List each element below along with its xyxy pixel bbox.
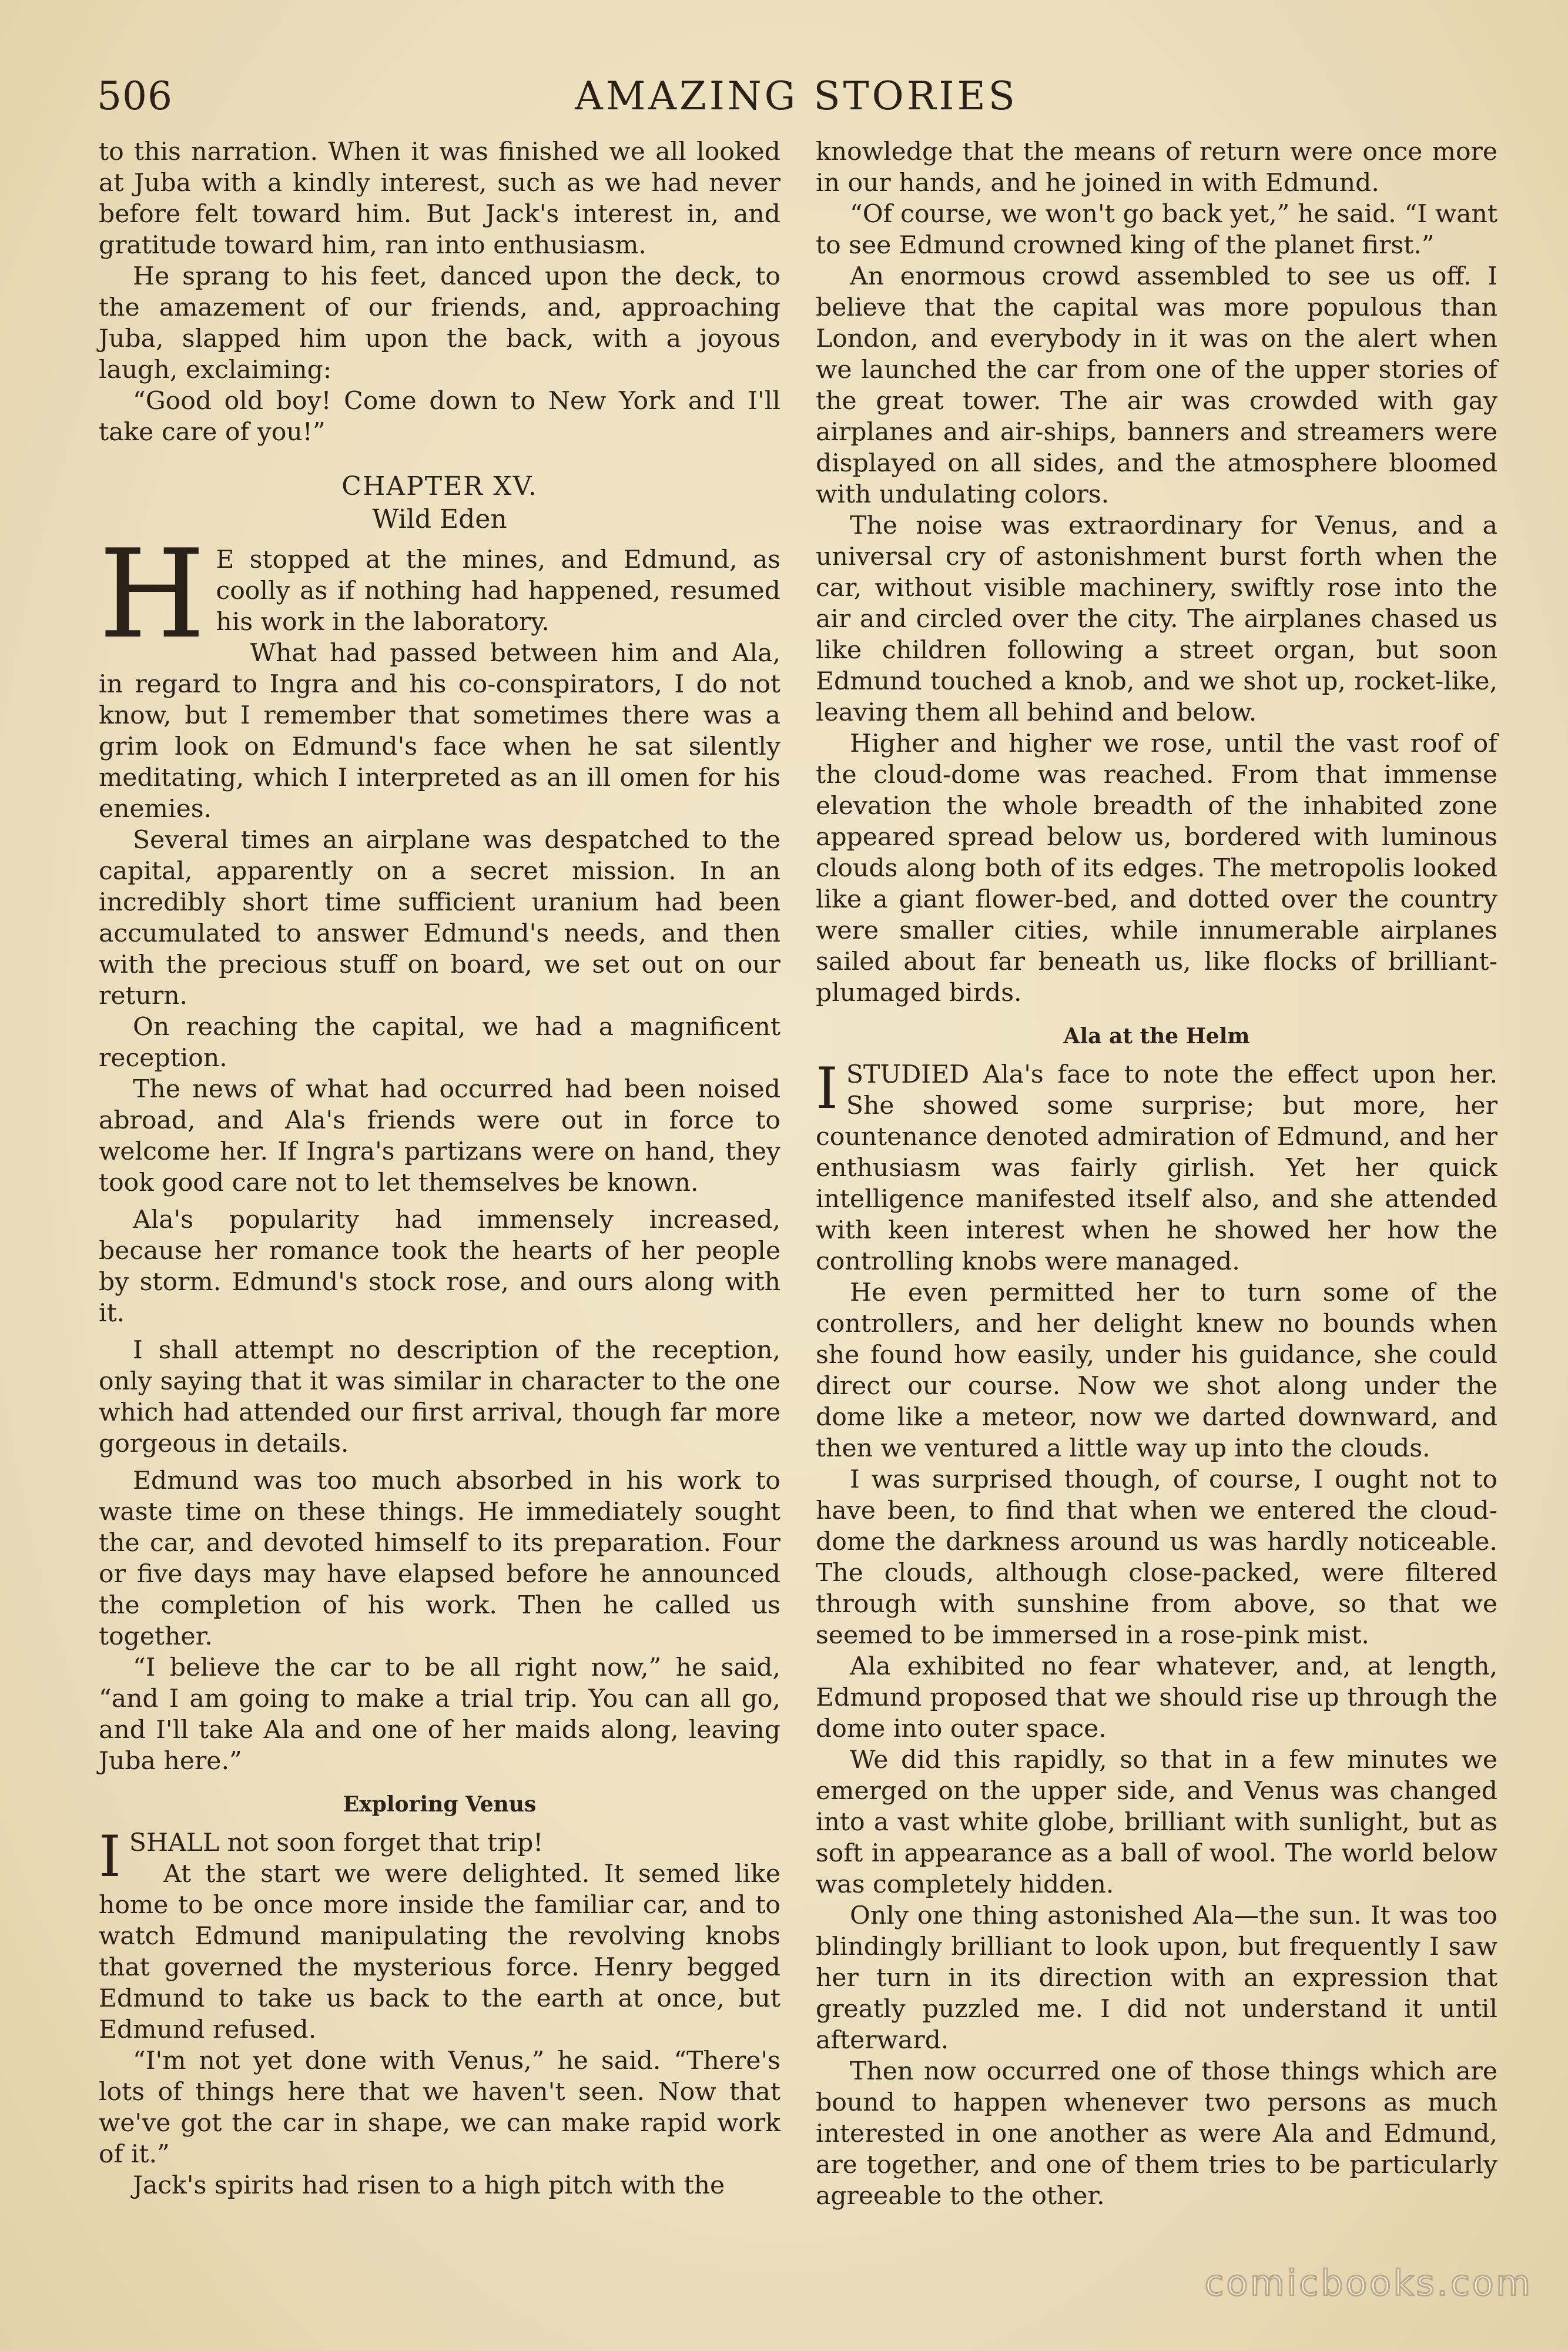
page-header (97, 68, 1496, 132)
dropcap-paragraph (816, 1056, 1497, 1277)
paragraph: “Of course, we won't go back yet,” he said. “I want to see Edmund crowned king of the planet first.” (816, 200, 1497, 260)
paragraph: An enormous crowd assembled to see us off. I believe that the capital was more populous than London, and everybody in it was on the alert when we launched the car from one of the upper stories of the great tower. The air was crowded with gay airplanes and air-ships, banners and streamers were displayed on all sides, and the atmosphere bloomed with undulating colors. (816, 262, 1497, 509)
paragraph: Only one thing astonished Ala—the sun. It was too blindingly brilliant to look upon, but frequently I saw her turn in its direction with an expression that greatly puzzled me. I did not understand it until afterward. (816, 1901, 1497, 2055)
chapter-heading: CHAPTER XV. (341, 471, 538, 501)
left-column (99, 136, 780, 2201)
paragraph: At the start we were delighted. It semed like home to be once more inside the familiar car, and to watch Edmund manipulating the revolving knobs that governed the mysterious force. Henry begged Edmund to take us back to the earth at once, but Edmund refused. (99, 1860, 780, 2044)
section-heading: Exploring Venus (343, 1792, 537, 1817)
drop-cap: I (816, 1056, 838, 1121)
paragraph-text: STUDIED Ala's face to note the effect upon her. She showed some surprise; but more, her countenance denoted admiration of Edmund, and her enthusiasm was fairly girlish. Yet her quick intelligence manifested itself also, and she attended with keen interest when he showed her how the controlling knobs were managed. (816, 1060, 1497, 1276)
paragraph: Higher and higher we rose, until the vast roof of the cloud-dome was reached. From that immense elevation the whole breadth of the inhabited zone appeared spread below us, bordered with luminous clouds along both of its edges. The metropolis looked like a giant flower-bed, and dotted over the country were smaller cities, while innumerable airplanes sailed about far beneath us, like flocks of brilliant-plumaged birds. (816, 729, 1497, 1007)
paragraph: Jack's spirits had risen to a high pitch with the (133, 2171, 725, 2200)
paragraph: Ala's popularity had immensely increased, because her romance took the hearts of her people by storm. Edmund's stock rose, and ours along with it. (99, 1205, 780, 1328)
paragraph: knowledge that the means of return were once more in our hands, and he joined in with Edmund. (816, 138, 1497, 197)
drop-cap: H (99, 524, 206, 666)
drop-cap: I (99, 1824, 121, 1890)
chapter-title: Wild Eden (372, 504, 507, 534)
paragraph: We did this rapidly, so that in a few minutes we emerged on the upper side, and Venus was changed into a vast white globe, brilliant with sunlight, but as soft in appearance as a ball of wool. The world below was completely hidden. (816, 1746, 1497, 1899)
paragraph-text: SHALL not soon forget that trip! (129, 1828, 544, 1857)
paragraph: The noise was extraordinary for Venus, and a universal cry of astonishment burst forth when the car, without visible machinery, swiftly rose into the air and circled over the city. The airplanes chased us like children following a street organ, but soon Edmund touched a knob, and we shot up, rocket-like, leaving them all behind and below. (816, 511, 1497, 727)
dropcap-paragraph (99, 1824, 780, 1890)
paragraph: Then now occurred one of those things which are bound to happen whenever two persons as much interested in one another as were Ala and Edmund, are together, and one of them tries to be particularly agreeable to the other. (816, 2057, 1497, 2211)
paragraph: “I believe the car to be all right now,” he said, “and I am going to make a trial trip. You can all go, and I'll take Ala and one of her maids along, leaving Juba here.” (99, 1653, 780, 1776)
page-number: 506 (97, 73, 173, 119)
paragraph: Ala exhibited no fear whatever, and, at length, Edmund proposed that we should rise up through the dome into outer space. (816, 1652, 1497, 1743)
paragraph: “Good old boy! Come down to New York and I'll take care of you!” (99, 387, 780, 447)
paragraph: Several times an airplane was despatched to the capital, apparently on a secret mission. In an incredibly short time sufficient uranium had been accumulated to answer Edmund's needs, and then with the precious stuff on board, we set out on our return. (99, 826, 780, 1010)
section-heading: Ala at the Helm (1063, 1024, 1250, 1049)
paragraph: The news of what had occurred had been noised abroad, and Ala's friends were out in force to welcome her. If Ingra's partizans were on hand, they took good care not to let themselves be known. (99, 1075, 780, 1197)
paragraph: I was surprised though, of course, I ought not to have been, to find that when we entered the cloud-dome the darkness around us was hardly noticeable. The clouds, although close-packed, were filtered through with sunshine from above, so that we seemed to be immersed in a rose-pink mist. (816, 1465, 1497, 1650)
paragraph: Edmund was too much absorbed in his work to waste time on these things. He immediately sought the car, and devoted himself to its preparation. Four or five days may have elapsed before he announced the completion of his work. Then he called us together. (99, 1466, 780, 1651)
paragraph-text: E stopped at the mines, and Edmund, as coolly as if nothing had happened, resumed his work in the laboratory. (216, 545, 780, 637)
watermark: comicbooks.com (1204, 2263, 1533, 2304)
right-column (816, 136, 1497, 2212)
running-title: AMAZING STORIES (575, 73, 1018, 119)
paragraph: He sprang to his feet, danced upon the deck, to the amazement of our friends, and, approaching Juba, slapped him upon the back, with a joyous laugh, exclaiming: (99, 262, 780, 384)
paragraph: What had passed between him and Ala, in regard to Ingra and his co-conspirators, I do not know, but I remember that sometimes there was a grim look on Edmund's face when he sat silently meditating, which I interpreted as an ill omen for his enemies. (99, 639, 780, 823)
paragraph: He even permitted her to turn some of the controllers, and her delight knew no bounds when she found how easily, under his guidance, she could direct our course. Now we shot along under the dome like a meteor, now we darted downward, and then we ventured a little way up into the clouds. (816, 1278, 1497, 1463)
paragraph: to this narration. When it was finished we all looked at Juba with a kindly interest, such as we had never before felt toward him. But Jack's interest in, and gratitude toward him, ran into enthusiasm. (99, 138, 780, 260)
dropcap-paragraph (99, 524, 780, 666)
paragraph: “I'm not yet done with Venus,” he said. “There's lots of things here that we haven't seen. Now that we've got the car in shape, we can make rapid work of it.” (99, 2047, 780, 2169)
paragraph: I shall attempt no description of the reception, only saying that it was similar in character to the one which had attended our first arrival, though far more gorgeous in details. (99, 1336, 780, 1458)
paragraph: On reaching the capital, we had a magnificent reception. (99, 1013, 780, 1073)
